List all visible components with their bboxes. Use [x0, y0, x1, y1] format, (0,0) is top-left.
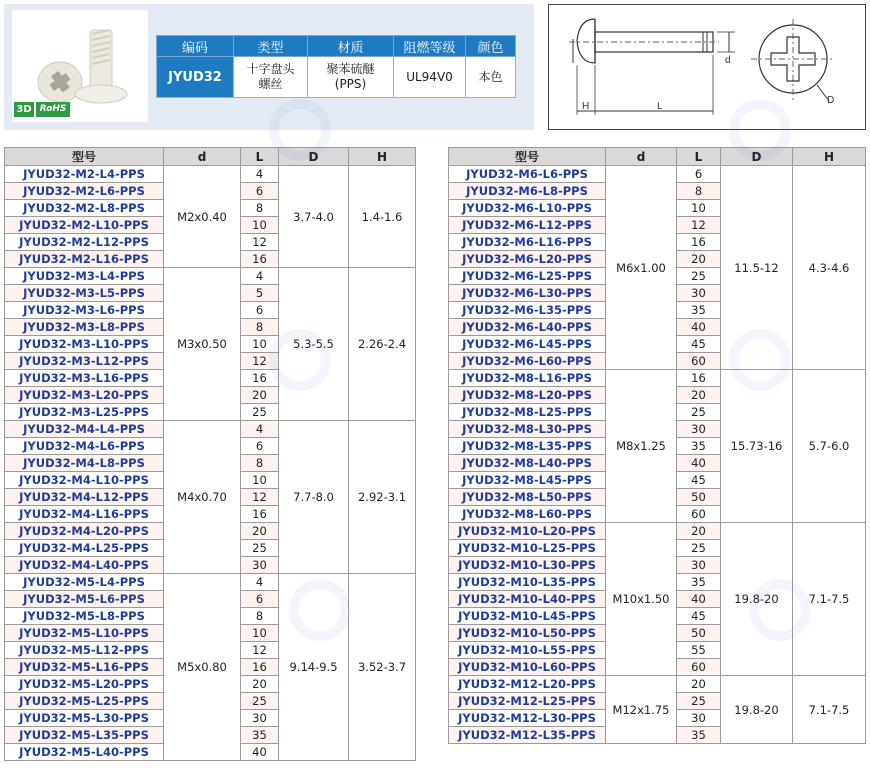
model-cell: JYUD32-M10-L20-PPS — [449, 523, 606, 540]
length-cell: 20 — [677, 387, 721, 404]
thread-cell: M10x1.50 — [606, 523, 677, 676]
length-cell: 5 — [241, 285, 279, 302]
head-height-cell: 7.1-7.5 — [793, 676, 866, 744]
length-cell: 20 — [241, 523, 279, 540]
model-cell: JYUD32-M10-L30-PPS — [449, 557, 606, 574]
length-cell: 10 — [677, 200, 721, 217]
length-cell: 16 — [677, 370, 721, 387]
table-row — [449, 523, 866, 540]
model-cell: JYUD32-M6-L35-PPS — [449, 302, 606, 319]
length-cell: 16 — [241, 506, 279, 523]
model-cell: JYUD32-M8-L50-PPS — [449, 489, 606, 506]
length-cell: 4 — [241, 268, 279, 285]
model-cell: JYUD32-M3-L4-PPS — [5, 268, 164, 285]
length-cell: 16 — [241, 251, 279, 268]
model-cell: JYUD32-M2-L6-PPS — [5, 183, 164, 200]
model-cell: JYUD32-M4-L40-PPS — [5, 557, 164, 574]
model-cell: JYUD32-M4-L25-PPS — [5, 540, 164, 557]
length-cell: 55 — [677, 642, 721, 659]
head-diameter-cell: 19.8-20 — [721, 523, 793, 676]
drawing-label-h: H — [582, 101, 590, 112]
model-cell: JYUD32-M5-L40-PPS — [5, 744, 164, 761]
model-cell: JYUD32-M2-L12-PPS — [5, 234, 164, 251]
length-cell: 40 — [677, 455, 721, 472]
model-cell: JYUD32-M5-L6-PPS — [5, 591, 164, 608]
drawing-label-d: d — [725, 55, 731, 66]
length-cell: 45 — [677, 608, 721, 625]
length-cell: 10 — [241, 217, 279, 234]
length-cell: 45 — [677, 472, 721, 489]
header-l: L — [677, 148, 721, 166]
model-cell: JYUD32-M8-L40-PPS — [449, 455, 606, 472]
thread-cell: M12x1.75 — [606, 676, 677, 744]
thread-cell: M3x0.50 — [164, 268, 241, 421]
length-cell: 6 — [241, 302, 279, 319]
product-photo — [12, 10, 148, 122]
model-cell: JYUD32-M5-L4-PPS — [5, 574, 164, 591]
length-cell: 30 — [677, 710, 721, 727]
model-cell: JYUD32-M3-L6-PPS — [5, 302, 164, 319]
drawing-label-D: D — [827, 95, 835, 106]
table-row — [5, 166, 416, 183]
length-cell: 60 — [677, 659, 721, 676]
length-cell: 25 — [677, 540, 721, 557]
length-cell: 20 — [677, 251, 721, 268]
spec-header-color: 颜色 — [466, 36, 516, 57]
length-cell: 12 — [677, 217, 721, 234]
header-D: D — [279, 148, 349, 166]
model-cell: JYUD32-M5-L25-PPS — [5, 693, 164, 710]
length-cell: 35 — [241, 727, 279, 744]
model-cell: JYUD32-M4-L12-PPS — [5, 489, 164, 506]
length-cell: 6 — [677, 166, 721, 183]
model-cell: JYUD32-M4-L4-PPS — [5, 421, 164, 438]
length-cell: 25 — [241, 540, 279, 557]
length-cell: 4 — [241, 574, 279, 591]
model-cell: JYUD32-M8-L60-PPS — [449, 506, 606, 523]
length-cell: 10 — [241, 625, 279, 642]
model-cell: JYUD32-M8-L25-PPS — [449, 404, 606, 421]
length-cell: 12 — [241, 642, 279, 659]
length-cell: 40 — [677, 319, 721, 336]
model-cell: JYUD32-M6-L60-PPS — [449, 353, 606, 370]
model-cell: JYUD32-M3-L20-PPS — [5, 387, 164, 404]
table-row — [5, 574, 416, 591]
model-cell: JYUD32-M3-L25-PPS — [5, 404, 164, 421]
length-cell: 60 — [677, 353, 721, 370]
length-cell: 35 — [677, 438, 721, 455]
length-cell: 40 — [241, 744, 279, 761]
table-row — [449, 166, 866, 183]
model-cell: JYUD32-M3-L16-PPS — [5, 370, 164, 387]
model-cell: JYUD32-M6-L8-PPS — [449, 183, 606, 200]
model-cell: JYUD32-M12-L20-PPS — [449, 676, 606, 693]
spec-header-flame: 阻燃等级 — [394, 36, 466, 57]
spec-color: 本色 — [466, 57, 516, 98]
model-cell: JYUD32-M6-L45-PPS — [449, 336, 606, 353]
length-cell: 45 — [677, 336, 721, 353]
length-cell: 50 — [677, 625, 721, 642]
length-cell: 25 — [677, 268, 721, 285]
model-cell: JYUD32-M2-L10-PPS — [5, 217, 164, 234]
head-diameter-cell: 11.5-12 — [721, 166, 793, 370]
length-cell: 16 — [241, 370, 279, 387]
model-cell: JYUD32-M8-L35-PPS — [449, 438, 606, 455]
spec-header-code: 编码 — [157, 36, 234, 57]
drawing-label-l: L — [657, 101, 663, 112]
model-cell: JYUD32-M6-L30-PPS — [449, 285, 606, 302]
length-cell: 8 — [677, 183, 721, 200]
head-diameter-cell: 19.8-20 — [721, 676, 793, 744]
length-cell: 6 — [241, 438, 279, 455]
model-cell: JYUD32-M6-L12-PPS — [449, 217, 606, 234]
model-cell: JYUD32-M4-L10-PPS — [5, 472, 164, 489]
length-cell: 16 — [677, 234, 721, 251]
spec-code: JYUD32 — [157, 57, 234, 98]
model-cell: JYUD32-M2-L4-PPS — [5, 166, 164, 183]
model-cell: JYUD32-M6-L10-PPS — [449, 200, 606, 217]
head-diameter-cell: 7.7-8.0 — [279, 421, 349, 574]
thread-cell: M6x1.00 — [606, 166, 677, 370]
table-header-row — [5, 148, 416, 166]
length-cell: 35 — [677, 727, 721, 744]
head-diameter-cell: 3.7-4.0 — [279, 166, 349, 268]
length-cell: 6 — [241, 183, 279, 200]
model-cell: JYUD32-M5-L30-PPS — [5, 710, 164, 727]
model-cell: JYUD32-M2-L16-PPS — [5, 251, 164, 268]
length-cell: 10 — [241, 472, 279, 489]
length-cell: 12 — [241, 489, 279, 506]
model-cell: JYUD32-M8-L45-PPS — [449, 472, 606, 489]
model-cell: JYUD32-M10-L35-PPS — [449, 574, 606, 591]
spec-table — [156, 35, 516, 98]
model-cell: JYUD32-M12-L30-PPS — [449, 710, 606, 727]
model-cell: JYUD32-M5-L12-PPS — [5, 642, 164, 659]
length-cell: 20 — [677, 523, 721, 540]
model-cell: JYUD32-M10-L25-PPS — [449, 540, 606, 557]
length-cell: 16 — [241, 659, 279, 676]
head-diameter-cell: 15.73-16 — [721, 370, 793, 523]
model-cell: JYUD32-M5-L8-PPS — [5, 608, 164, 625]
head-height-cell: 5.7-6.0 — [793, 370, 866, 523]
table-row — [449, 370, 866, 387]
model-cell: JYUD32-M4-L20-PPS — [5, 523, 164, 540]
spec-header-type: 类型 — [234, 36, 308, 57]
length-cell: 20 — [241, 676, 279, 693]
length-cell: 35 — [677, 302, 721, 319]
head-height-cell: 2.26-2.4 — [349, 268, 416, 421]
spec-material-text: 聚苯硫醚(PPS) — [326, 62, 375, 91]
model-cell: JYUD32-M6-L25-PPS — [449, 268, 606, 285]
spec-header-material: 材质 — [308, 36, 394, 57]
table-row — [5, 421, 416, 438]
length-cell: 30 — [241, 710, 279, 727]
length-cell: 25 — [677, 693, 721, 710]
model-cell: JYUD32-M8-L30-PPS — [449, 421, 606, 438]
model-cell: JYUD32-M12-L25-PPS — [449, 693, 606, 710]
header-model: 型号 — [5, 148, 164, 166]
length-cell: 4 — [241, 166, 279, 183]
length-cell: 20 — [677, 676, 721, 693]
model-cell: JYUD32-M5-L20-PPS — [5, 676, 164, 693]
table-row — [5, 268, 416, 285]
header-d: d — [606, 148, 677, 166]
model-cell: JYUD32-M4-L16-PPS — [5, 506, 164, 523]
length-cell: 25 — [241, 693, 279, 710]
length-cell: 12 — [241, 234, 279, 251]
model-cell: JYUD32-M3-L12-PPS — [5, 353, 164, 370]
table-header-row — [449, 148, 866, 166]
model-cell: JYUD32-M6-L40-PPS — [449, 319, 606, 336]
badge-3d: 3D — [14, 102, 34, 117]
model-cell: JYUD32-M5-L35-PPS — [5, 727, 164, 744]
model-cell: JYUD32-M10-L40-PPS — [449, 591, 606, 608]
model-cell: JYUD32-M10-L50-PPS — [449, 625, 606, 642]
screw-drawing-icon — [549, 5, 865, 129]
head-diameter-cell: 5.3-5.5 — [279, 268, 349, 421]
length-cell: 30 — [677, 421, 721, 438]
length-cell: 25 — [241, 404, 279, 421]
model-cell: JYUD32-M4-L8-PPS — [5, 455, 164, 472]
spec-type-text: 十字盘头螺丝 — [246, 62, 295, 91]
head-height-cell: 1.4-1.6 — [349, 166, 416, 268]
model-cell: JYUD32-M10-L60-PPS — [449, 659, 606, 676]
thread-cell: M2x0.40 — [164, 166, 241, 268]
model-cell: JYUD32-M6-L16-PPS — [449, 234, 606, 251]
model-cell: JYUD32-M8-L16-PPS — [449, 370, 606, 387]
model-cell: JYUD32-M8-L20-PPS — [449, 387, 606, 404]
spec-material — [308, 57, 394, 98]
thread-cell: M8x1.25 — [606, 370, 677, 523]
model-cell: JYUD32-M6-L6-PPS — [449, 166, 606, 183]
length-cell: 50 — [677, 489, 721, 506]
head-height-cell: 7.1-7.5 — [793, 523, 866, 676]
length-cell: 6 — [241, 591, 279, 608]
head-height-cell: 2.92-3.1 — [349, 421, 416, 574]
length-cell: 35 — [677, 574, 721, 591]
header-D: D — [721, 148, 793, 166]
model-cell: JYUD32-M4-L6-PPS — [5, 438, 164, 455]
badge-rohs: RoHS — [36, 102, 70, 117]
model-cell: JYUD32-M2-L8-PPS — [5, 200, 164, 217]
model-cell: JYUD32-M3-L5-PPS — [5, 285, 164, 302]
length-cell: 30 — [241, 557, 279, 574]
model-cell: JYUD32-M3-L10-PPS — [5, 336, 164, 353]
thread-cell: M4x0.70 — [164, 421, 241, 574]
length-cell: 8 — [241, 608, 279, 625]
length-cell: 8 — [241, 200, 279, 217]
length-cell: 60 — [677, 506, 721, 523]
model-cell: JYUD32-M12-L35-PPS — [449, 727, 606, 744]
length-cell: 12 — [241, 353, 279, 370]
model-cell: JYUD32-M3-L8-PPS — [5, 319, 164, 336]
head-diameter-cell: 9.14-9.5 — [279, 574, 349, 761]
length-cell: 8 — [241, 319, 279, 336]
thread-cell: M5x0.80 — [164, 574, 241, 761]
model-cell: JYUD32-M5-L10-PPS — [5, 625, 164, 642]
model-cell: JYUD32-M5-L16-PPS — [5, 659, 164, 676]
header-H: H — [349, 148, 416, 166]
header-H: H — [793, 148, 866, 166]
length-cell: 30 — [677, 285, 721, 302]
length-cell: 10 — [241, 336, 279, 353]
length-cell: 20 — [241, 387, 279, 404]
length-cell: 8 — [241, 455, 279, 472]
spec-type — [234, 57, 308, 98]
length-cell: 30 — [677, 557, 721, 574]
length-cell: 25 — [677, 404, 721, 421]
spec-flame: UL94V0 — [394, 57, 466, 98]
head-height-cell: 4.3-4.6 — [793, 166, 866, 370]
header-l: L — [241, 148, 279, 166]
table-row — [449, 676, 866, 693]
head-height-cell: 3.52-3.7 — [349, 574, 416, 761]
size-table-left — [4, 147, 416, 761]
length-cell: 40 — [677, 591, 721, 608]
header-model: 型号 — [449, 148, 606, 166]
size-table-right — [448, 147, 866, 744]
length-cell: 4 — [241, 421, 279, 438]
model-cell: JYUD32-M10-L55-PPS — [449, 642, 606, 659]
technical-drawing — [548, 4, 866, 130]
header-d: d — [164, 148, 241, 166]
model-cell: JYUD32-M6-L20-PPS — [449, 251, 606, 268]
model-cell: JYUD32-M10-L45-PPS — [449, 608, 606, 625]
